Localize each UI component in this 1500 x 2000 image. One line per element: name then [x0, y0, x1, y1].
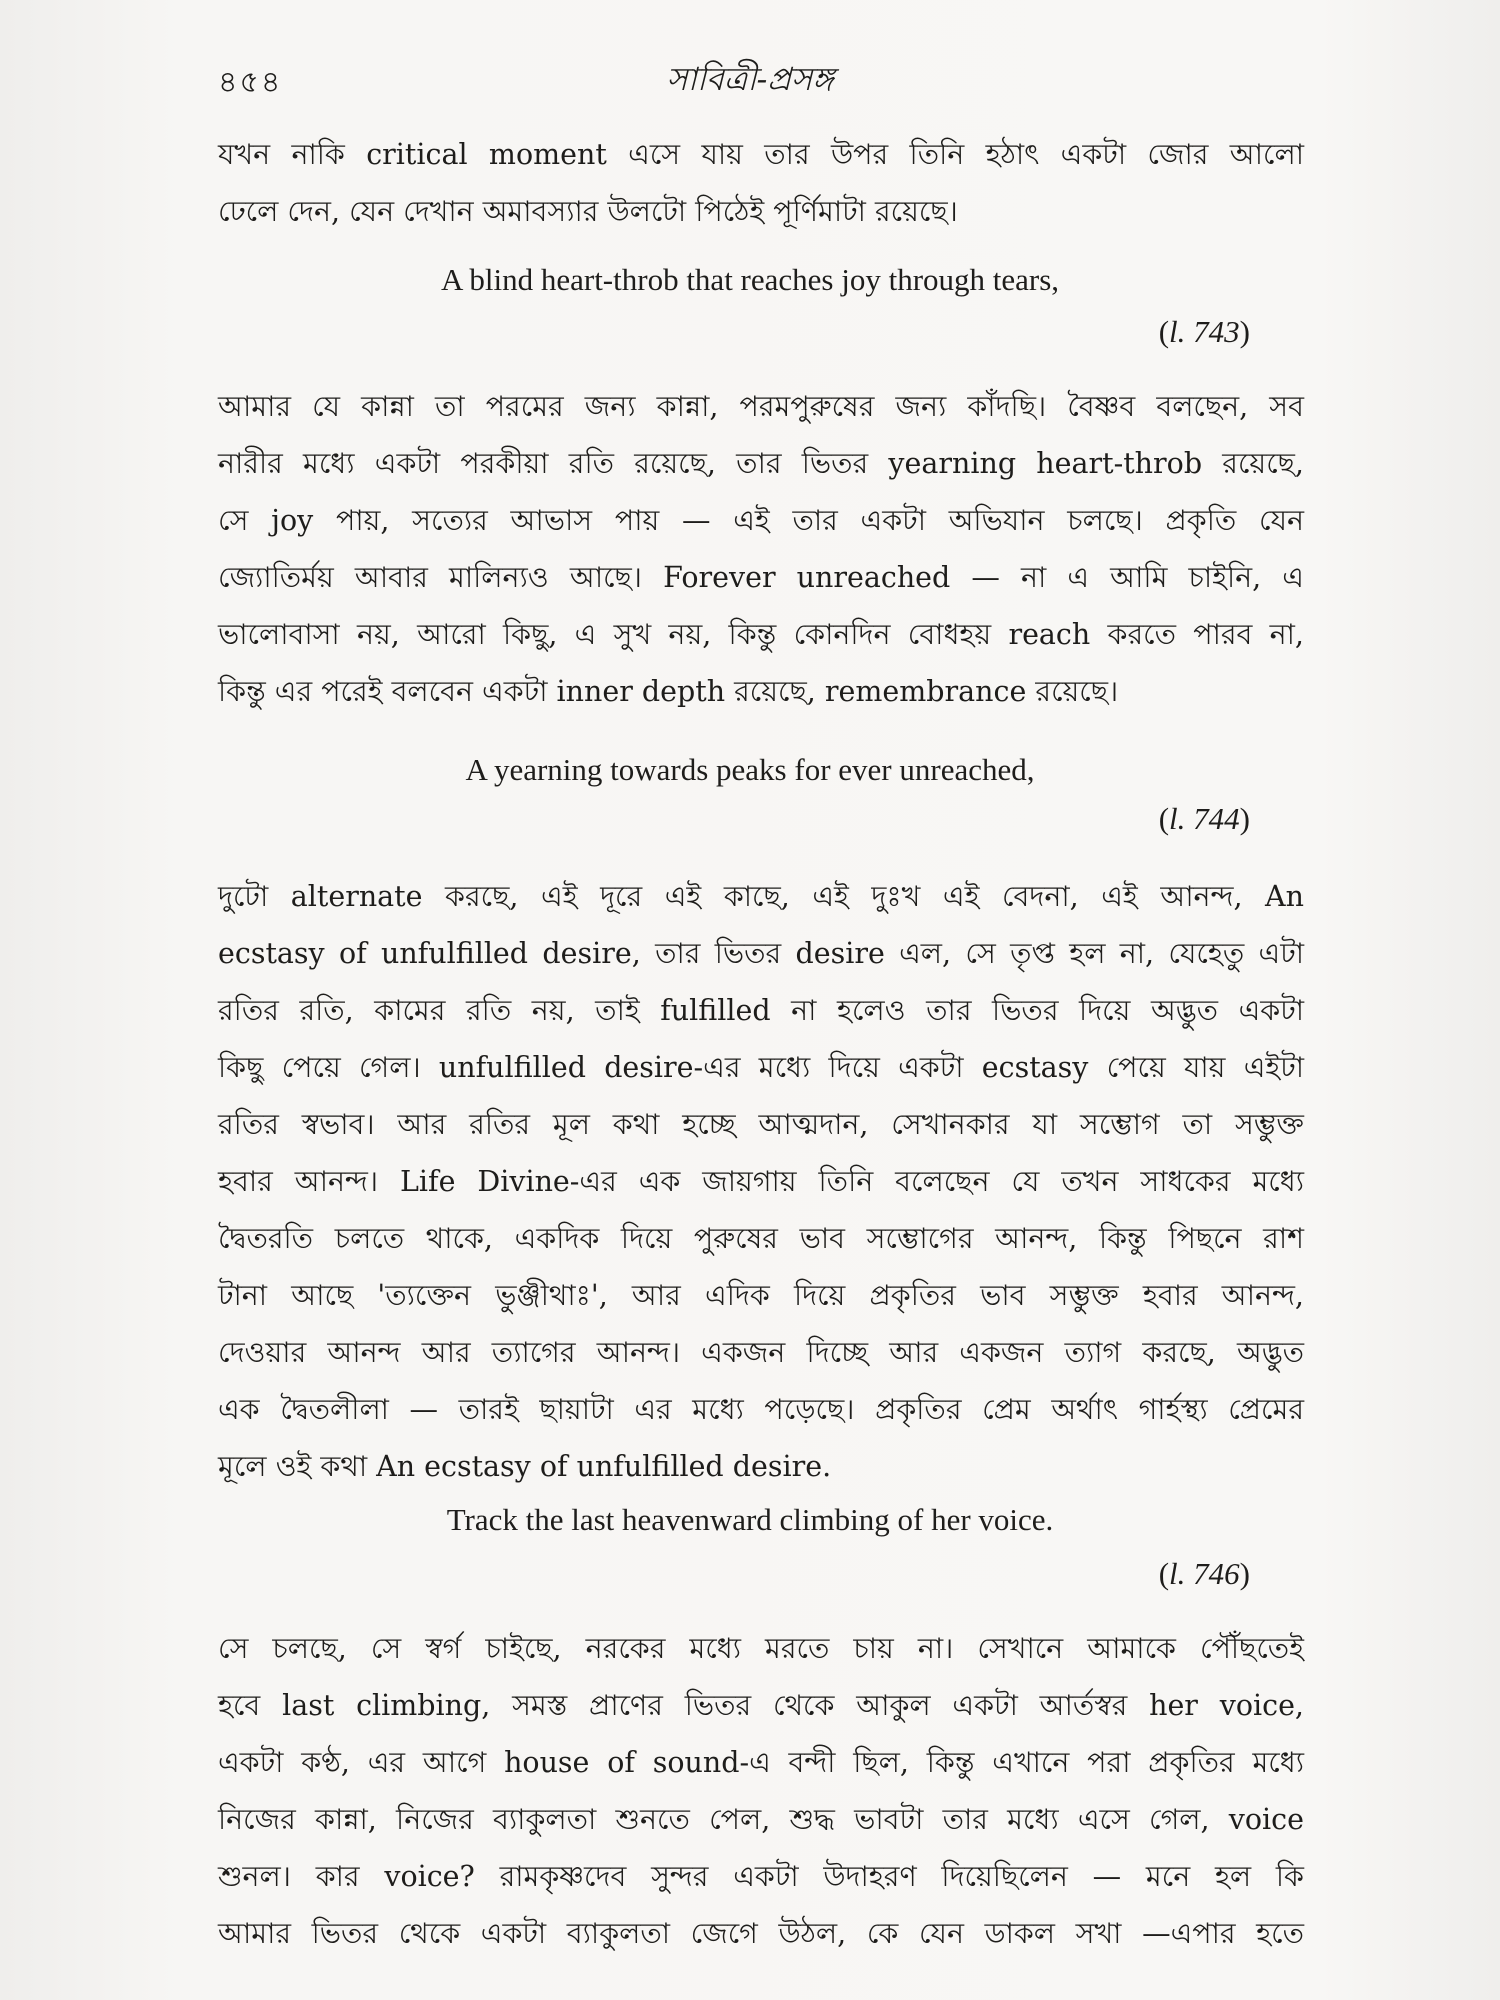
text-line: যখন নাকি critical moment এসে যায় তার উপর তিনি হঠাৎ একটা জোর আলো	[218, 138, 1304, 171]
text-line: সে joy পায়, সত্যের আভাস পায় — এই তার একটা অভিযান চলছে। প্রকৃতি যেন	[218, 504, 1304, 537]
text-line: মূলে ওই কথা An ecstasy of unfulfilled desire.	[218, 1450, 832, 1483]
ref-close: )	[1239, 1556, 1250, 1591]
text-line: নিজের কান্না, নিজের ব্যাকুলতা শুনতে পেল, শুদ্ধ ভাবটা তার মধ্যে এসে গেল, voice	[218, 1803, 1304, 1836]
text-line: একটা কণ্ঠ, এর আগে house of sound-এ বন্দী ছিল, কিন্তু এখানে পরা প্রকৃতির মধ্যে	[218, 1746, 1304, 1779]
text-line: শুনল। কার voice? রামকৃষ্ণদেব সুন্দর একটা উদাহরণ দিয়েছিলেন — মনে হল কি	[218, 1860, 1304, 1893]
text-line: জ্যোতির্ময় আবার মালিন্যও আছে। Forever unreached — না এ আমি চাইনি, এ	[218, 561, 1304, 594]
text-line: নারীর মধ্যে একটা পরকীয়া রতি রয়েছে, তার ভিতর yearning heart-throb রয়েছে,	[218, 447, 1304, 480]
text-line: ঢেলে দেন, যেন দেখান অমাবস্যার উলটো পিঠেই পূর্ণিমাটা রয়েছে।	[218, 195, 958, 228]
ref-close: )	[1239, 314, 1250, 349]
running-title: সাবিত্রী-প্রসঙ্গ	[666, 60, 834, 98]
line-reference-2	[1159, 801, 1250, 837]
verse-quote-2: A yearning towards peaks for ever unreached,	[465, 752, 1035, 787]
page-number: ৪৫৪	[218, 65, 283, 100]
verse-quote-3: Track the last heavenward climbing of her voice.	[446, 1502, 1054, 1537]
paragraph-3	[218, 868, 1304, 1495]
verse-quote-1: A blind heart-throb that reaches joy through tears,	[440, 262, 1060, 297]
ref-open: (	[1158, 801, 1170, 836]
text-line: হবে last climbing, সমস্ত প্রাণের ভিতর থেকে আকুল একটা আর্তস্বর her voice,	[218, 1689, 1304, 1722]
paragraph-2	[218, 378, 1304, 720]
text-line: আমার যে কান্না তা পরমের জন্য কান্না, পরমপুরুষের জন্য কাঁদছি। বৈষ্ণব বলছেন, সব	[218, 390, 1304, 423]
text-line: কিছু পেয়ে গেল। unfulfilled desire-এর মধ্যে দিয়ে একটা ecstasy পেয়ে যায় এইটা	[218, 1051, 1304, 1084]
ref-open: (	[1158, 314, 1170, 349]
ref-line-number: l. 744	[1169, 801, 1240, 836]
text-line: দুটো alternate করছে, এই দূরে এই কাছে, এই দুঃখ এই বেদনা, এই আনন্দ, An	[218, 880, 1304, 913]
text-line: ভালোবাসা নয়, আরো কিছু, এ সুখ নয়, কিন্তু কোনদিন বোধহয় reach করতে পারব না,	[218, 618, 1304, 651]
ref-line-number: l. 746	[1169, 1556, 1240, 1591]
paragraph-4	[218, 1620, 1304, 1962]
line-reference-1	[1159, 314, 1250, 350]
text-line: রতির স্বভাব। আর রতির মূল কথা হচ্ছে আত্মদান, সেখানকার যা সম্ভোগ তা সম্ভুক্ত	[218, 1108, 1304, 1141]
text-line: দ্বৈতরতি চলতে থাকে, একদিক দিয়ে পুরুষের ভাব সম্ভোগের আনন্দ, কিন্তু পিছনে রাশ	[218, 1222, 1304, 1255]
text-line: হবার আনন্দ। Life Divine-এর এক জায়গায় তিনি বলেছেন যে তখন সাধকের মধ্যে	[218, 1165, 1304, 1198]
text-line: ecstasy of unfulfilled desire, তার ভিতর desire এল, সে তৃপ্ত হল না, যেহেতু এটা	[218, 937, 1304, 970]
ref-open: (	[1158, 1556, 1170, 1591]
text-line: আমার ভিতর থেকে একটা ব্যাকুলতা জেগে উঠল, কে যেন ডাকল সখা —এপার হতে	[218, 1917, 1304, 1950]
text-line: টানা আছে 'ত্যক্তেন ভুঞ্জীথাঃ', আর এদিক দিয়ে প্রকৃতির ভাব সম্ভুক্ত হবার আনন্দ,	[218, 1279, 1304, 1312]
ref-line-number: l. 743	[1169, 314, 1240, 349]
line-reference-3	[1159, 1556, 1250, 1592]
text-line: দেওয়ার আনন্দ আর ত্যাগের আনন্দ। একজন দিচ্ছে আর একজন ত্যাগ করছে, অদ্ভুত	[218, 1336, 1304, 1369]
text-line: এক দ্বৈতলীলা — তারই ছায়াটা এর মধ্যে পড়েছে। প্রকৃতির প্রেম অর্থাৎ গার্হস্থ্য প্রেমের	[218, 1393, 1304, 1426]
text-line: রতির রতি, কামের রতি নয়, তাই fulfilled না হলেও তার ভিতর দিয়ে অদ্ভুত একটা	[218, 994, 1304, 1027]
ref-close: )	[1239, 801, 1250, 836]
text-line: কিন্তু এর পরেই বলবেন একটা inner depth রয়েছে, remembrance রয়েছে।	[218, 675, 1119, 708]
text-line: সে চলছে, সে স্বর্গ চাইছে, নরকের মধ্যে মরতে চায় না। সেখানে আমাকে পৌঁছতেই	[218, 1632, 1304, 1665]
paragraph-1	[218, 126, 1304, 240]
